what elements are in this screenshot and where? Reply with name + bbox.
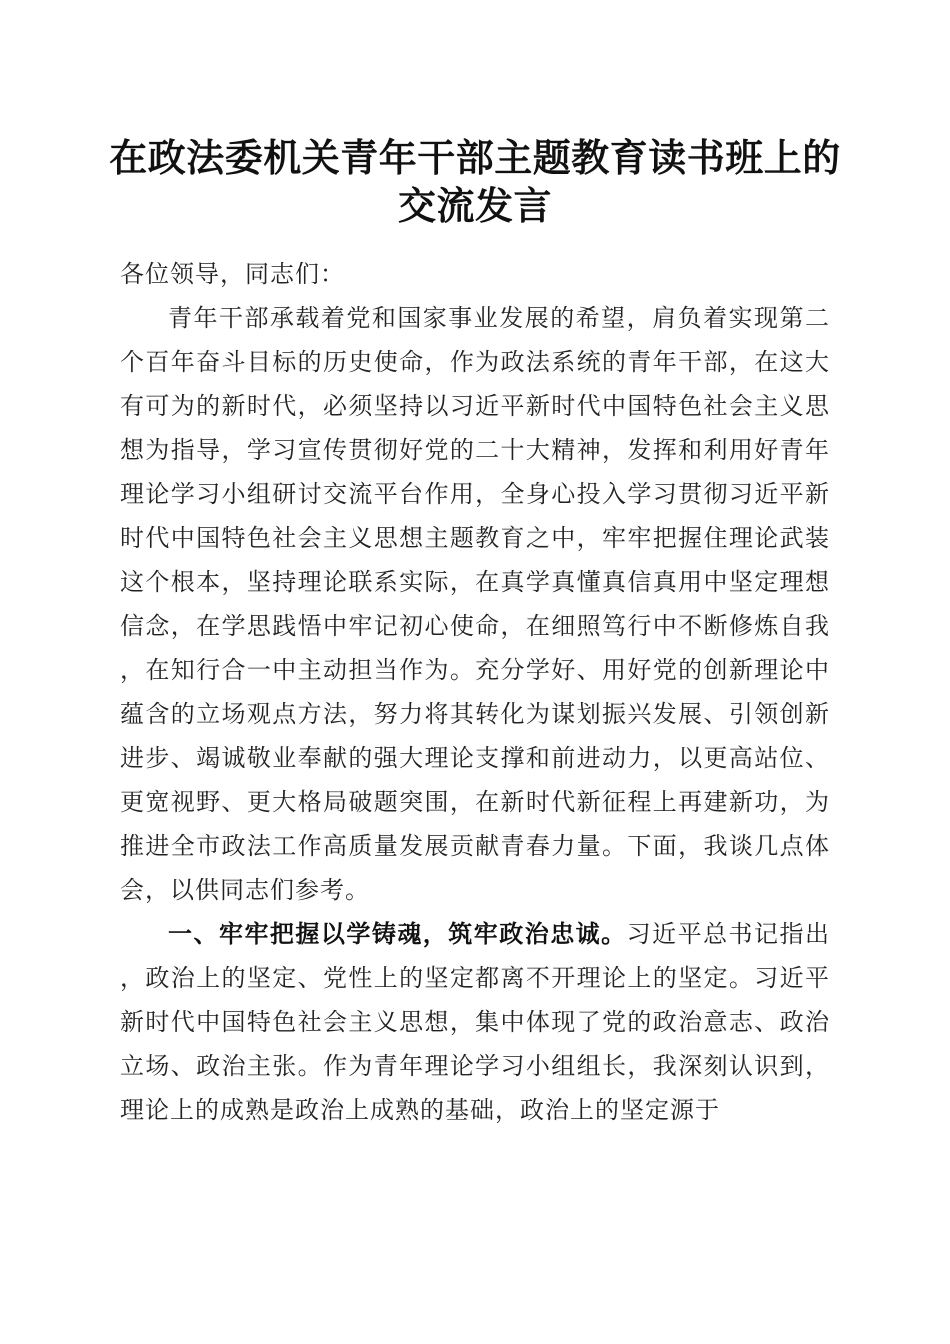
section-1-text: 习近平总书记指出，政治上的坚定、党性上的坚定都离不开理论上的坚定。习近平新时代中国特色社会主义思想，集中体现了党的政治意志、政治立场、政治主张。作为青年理论学习小组组长，我深刻认识到，理论上的成熟是政治上成熟的基础，政治上的坚定源于 — [120, 920, 831, 1124]
paragraph-intro-text: 青年干部承载着党和国家事业发展的希望，肩负着实现第二个百年奋斗目标的历史使命，作为政法系统的青年干部，在这大有可为的新时代，必须坚持以习近平新时代中国特色社会主义思想为指导，学习宣传贯彻好党的二十大精神，发挥和利用好青年理论学习小组研讨交流平台作用，全身心投入学习贯彻习近平新时代中国特色社会主义思想主题教育之中，牢牢把握住理论武装这个根本，坚持理论联系实际，在真学真懂真信真用中坚定理想信念，在学思践悟中牢记初心使命，在细照笃行中不断修炼自我，在知行合一中主动担当作为。充分学好、用好党的创新理论中蕴含的立场观点方法，努力将其转化为谋划振兴发展、引领创新进步、竭诚敬业奉献的强大理论支撑和前进动力，以更高站位、更宽视野、更大格局破题突围，在新时代新征程上再建新功，为推进全市政法工作高质量发展贡献青春力量。下面，我谈几点体会，以供同志们参考。 — [120, 304, 830, 904]
paragraph-section-1 — [120, 912, 830, 1132]
greeting: 各位领导，同志们： — [120, 260, 345, 288]
section-1-heading: 一、牢牢把握以学铸魂，筑牢政治忠诚。 — [168, 920, 627, 948]
document-title: 在政法委机关青年干部主题教育读书班上的交流发言 — [109, 135, 841, 228]
document-body — [120, 252, 830, 1132]
paragraph-intro — [120, 296, 830, 912]
